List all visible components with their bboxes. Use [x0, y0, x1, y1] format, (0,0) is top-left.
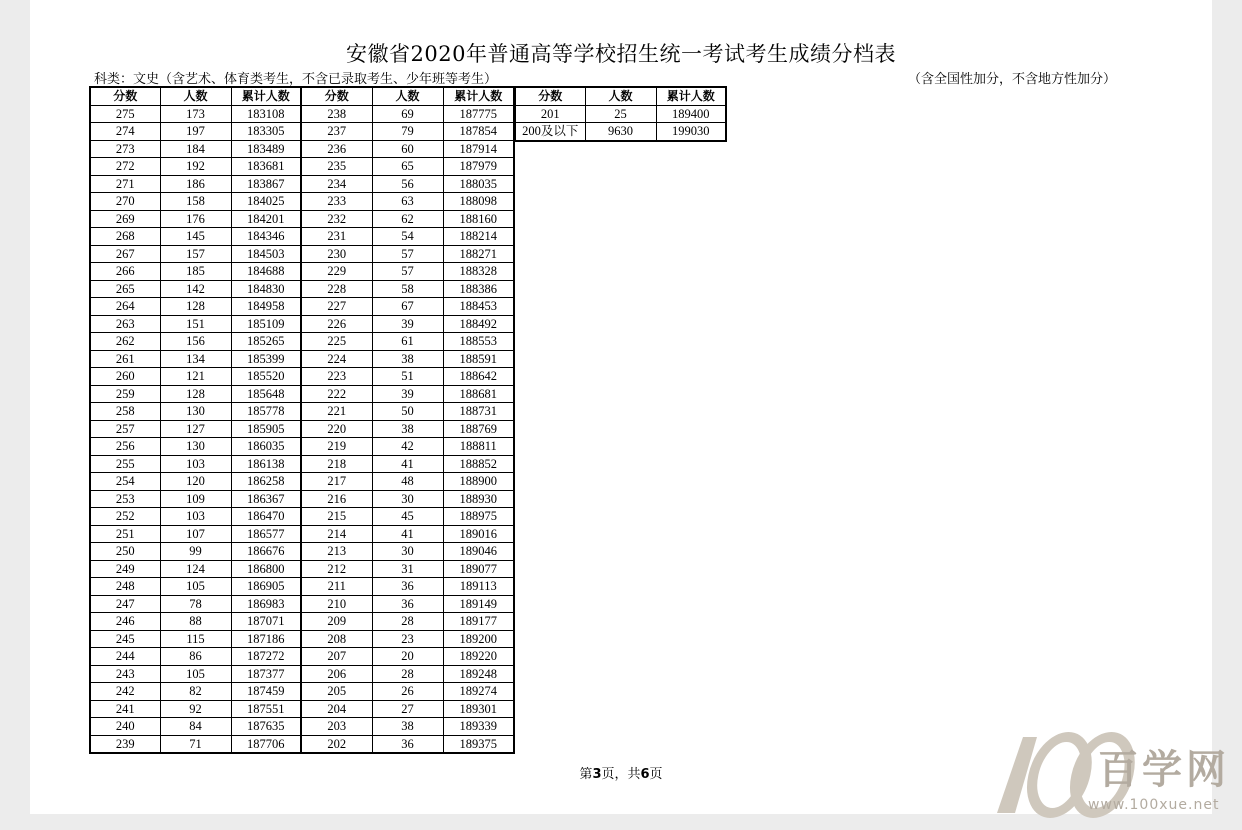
table-row [90, 350, 514, 368]
table-row [90, 735, 514, 753]
cell-count: 99 [160, 543, 231, 561]
cell-cumulative: 187071 [231, 613, 301, 631]
cell-cumulative: 188492 [443, 315, 514, 333]
cell-score: 239 [90, 735, 160, 753]
cell-count: 26 [372, 683, 443, 701]
cell-cumulative: 184025 [231, 193, 301, 211]
header-count: 人数 [585, 87, 656, 105]
cell-count: 45 [372, 508, 443, 526]
cell-score: 205 [301, 683, 372, 701]
cell-count: 38 [372, 420, 443, 438]
cell-score: 223 [301, 368, 372, 386]
cell-count: 38 [372, 718, 443, 736]
cell-score: 213 [301, 543, 372, 561]
cell-score: 272 [90, 158, 160, 176]
cell-score: 271 [90, 175, 160, 193]
cell-score: 209 [301, 613, 372, 631]
cell-score: 203 [301, 718, 372, 736]
cell-count: 130 [160, 438, 231, 456]
table-row [90, 578, 514, 596]
cell-score: 248 [90, 578, 160, 596]
cell-score: 245 [90, 630, 160, 648]
cell-cumulative: 185265 [231, 333, 301, 351]
cell-score: 201 [515, 105, 585, 123]
cell-cumulative: 184503 [231, 245, 301, 263]
cell-cumulative: 187706 [231, 735, 301, 753]
cell-score: 242 [90, 683, 160, 701]
cell-cumulative: 199030 [656, 123, 726, 141]
cell-cumulative: 185520 [231, 368, 301, 386]
cell-cumulative: 187377 [231, 665, 301, 683]
cell-count: 62 [372, 210, 443, 228]
header-count: 人数 [160, 87, 231, 105]
table-row [90, 420, 514, 438]
cell-score: 246 [90, 613, 160, 631]
cell-count: 42 [372, 438, 443, 456]
cell-count: 105 [160, 665, 231, 683]
cell-cumulative: 187914 [443, 140, 514, 158]
cell-count: 9630 [585, 123, 656, 141]
cell-cumulative: 189177 [443, 613, 514, 631]
cell-cumulative: 186577 [231, 525, 301, 543]
cell-count: 41 [372, 525, 443, 543]
table-row [90, 175, 514, 193]
cell-count: 60 [372, 140, 443, 158]
cell-score: 222 [301, 385, 372, 403]
cell-count: 145 [160, 228, 231, 246]
cell-cumulative: 187775 [443, 105, 514, 123]
cell-count: 38 [372, 350, 443, 368]
cell-count: 192 [160, 158, 231, 176]
cell-score: 228 [301, 280, 372, 298]
cell-score: 254 [90, 473, 160, 491]
score-table-tail [514, 86, 727, 142]
cell-cumulative: 186367 [231, 490, 301, 508]
cell-cumulative: 188553 [443, 333, 514, 351]
cell-score: 243 [90, 665, 160, 683]
total-pages: 6 [640, 767, 650, 782]
cell-count: 69 [372, 105, 443, 123]
cell-score: 206 [301, 665, 372, 683]
cell-cumulative: 188591 [443, 350, 514, 368]
cell-score: 214 [301, 525, 372, 543]
cell-count: 23 [372, 630, 443, 648]
cell-count: 151 [160, 315, 231, 333]
cell-count: 124 [160, 560, 231, 578]
cell-score: 238 [301, 105, 372, 123]
cell-score: 241 [90, 700, 160, 718]
cell-score: 219 [301, 438, 372, 456]
cell-score: 234 [301, 175, 372, 193]
cell-count: 27 [372, 700, 443, 718]
cell-cumulative: 184830 [231, 280, 301, 298]
cell-score: 274 [90, 123, 160, 141]
table-row [90, 210, 514, 228]
table-row [90, 683, 514, 701]
table-row [90, 508, 514, 526]
table-row [90, 665, 514, 683]
cell-score: 218 [301, 455, 372, 473]
cell-count: 51 [372, 368, 443, 386]
table-row [90, 105, 514, 123]
cell-count: 158 [160, 193, 231, 211]
cell-count: 36 [372, 578, 443, 596]
cell-count: 48 [372, 473, 443, 491]
cell-cumulative: 183867 [231, 175, 301, 193]
cell-cumulative: 183681 [231, 158, 301, 176]
page-title: 安徽省2020年普通高等学校招生统一考试考生成绩分档表 [346, 42, 896, 66]
cell-score: 217 [301, 473, 372, 491]
cell-cumulative: 188975 [443, 508, 514, 526]
cell-cumulative: 188160 [443, 210, 514, 228]
table-row [515, 105, 726, 123]
cell-cumulative: 188900 [443, 473, 514, 491]
cell-count: 142 [160, 280, 231, 298]
cell-cumulative: 189016 [443, 525, 514, 543]
cell-score: 244 [90, 648, 160, 666]
table-row [90, 263, 514, 281]
cell-score: 225 [301, 333, 372, 351]
table-row [90, 368, 514, 386]
table-row [90, 718, 514, 736]
cell-cumulative: 186676 [231, 543, 301, 561]
table-header-row [515, 87, 726, 105]
cell-count: 176 [160, 210, 231, 228]
cell-cumulative: 186258 [231, 473, 301, 491]
watermark-text: 百学网 [1098, 747, 1230, 793]
cell-score: 215 [301, 508, 372, 526]
cell-count: 157 [160, 245, 231, 263]
cell-count: 78 [160, 595, 231, 613]
cell-count: 56 [372, 175, 443, 193]
table-row [90, 193, 514, 211]
cell-score: 250 [90, 543, 160, 561]
cell-cumulative: 189220 [443, 648, 514, 666]
header-score: 分数 [515, 87, 585, 105]
table-row [90, 543, 514, 561]
cell-count: 128 [160, 385, 231, 403]
cell-count: 121 [160, 368, 231, 386]
cell-count: 107 [160, 525, 231, 543]
header-score: 分数 [90, 87, 160, 105]
header-count: 人数 [372, 87, 443, 105]
cell-cumulative: 187551 [231, 700, 301, 718]
table-row [90, 595, 514, 613]
cell-count: 67 [372, 298, 443, 316]
table-row [90, 158, 514, 176]
cell-score: 260 [90, 368, 160, 386]
table-row [90, 648, 514, 666]
cell-cumulative: 188731 [443, 403, 514, 421]
table-row [90, 140, 514, 158]
table-row [90, 560, 514, 578]
cell-score: 233 [301, 193, 372, 211]
cell-score: 232 [301, 210, 372, 228]
cell-score: 252 [90, 508, 160, 526]
cell-count: 71 [160, 735, 231, 753]
cell-score: 235 [301, 158, 372, 176]
table-row [90, 613, 514, 631]
cell-score: 240 [90, 718, 160, 736]
cell-cumulative: 185778 [231, 403, 301, 421]
cell-count: 197 [160, 123, 231, 141]
watermark-url: www.100xue.net [1088, 797, 1220, 813]
cell-cumulative: 185905 [231, 420, 301, 438]
cell-score: 269 [90, 210, 160, 228]
cell-score: 253 [90, 490, 160, 508]
table-row [90, 385, 514, 403]
cell-score: 261 [90, 350, 160, 368]
cell-cumulative: 188681 [443, 385, 514, 403]
cell-count: 105 [160, 578, 231, 596]
cell-count: 88 [160, 613, 231, 631]
score-table-main [89, 86, 515, 754]
cell-cumulative: 188098 [443, 193, 514, 211]
table-row [90, 438, 514, 456]
cell-count: 61 [372, 333, 443, 351]
cell-cumulative: 187979 [443, 158, 514, 176]
table-row [90, 700, 514, 718]
cell-score: 202 [301, 735, 372, 753]
cell-score: 207 [301, 648, 372, 666]
cell-cumulative: 187186 [231, 630, 301, 648]
cell-score: 227 [301, 298, 372, 316]
cell-count: 28 [372, 665, 443, 683]
cell-count: 120 [160, 473, 231, 491]
cell-count: 20 [372, 648, 443, 666]
cell-count: 184 [160, 140, 231, 158]
cell-score: 273 [90, 140, 160, 158]
header-cumulative: 累计人数 [443, 87, 514, 105]
cell-count: 103 [160, 455, 231, 473]
cell-score: 270 [90, 193, 160, 211]
cell-cumulative: 189248 [443, 665, 514, 683]
cell-score: 200及以下 [515, 123, 585, 141]
cell-cumulative: 184346 [231, 228, 301, 246]
cell-cumulative: 186470 [231, 508, 301, 526]
cell-cumulative: 189077 [443, 560, 514, 578]
cell-cumulative: 185648 [231, 385, 301, 403]
cell-count: 115 [160, 630, 231, 648]
table-row [515, 123, 726, 141]
cell-count: 128 [160, 298, 231, 316]
cell-cumulative: 188811 [443, 438, 514, 456]
footer-prefix: 第 [579, 767, 593, 782]
cell-count: 25 [585, 105, 656, 123]
cell-score: 267 [90, 245, 160, 263]
cell-score: 236 [301, 140, 372, 158]
cell-score: 247 [90, 595, 160, 613]
cell-count: 30 [372, 543, 443, 561]
cell-count: 30 [372, 490, 443, 508]
table-row [90, 630, 514, 648]
cell-count: 57 [372, 245, 443, 263]
cell-score: 237 [301, 123, 372, 141]
table-row [90, 490, 514, 508]
cell-score: 211 [301, 578, 372, 596]
cell-score: 255 [90, 455, 160, 473]
cell-cumulative: 187459 [231, 683, 301, 701]
cell-score: 204 [301, 700, 372, 718]
cell-count: 173 [160, 105, 231, 123]
cell-cumulative: 183305 [231, 123, 301, 141]
cell-cumulative: 184688 [231, 263, 301, 281]
cell-score: 210 [301, 595, 372, 613]
cell-cumulative: 188035 [443, 175, 514, 193]
cell-score: 221 [301, 403, 372, 421]
cell-count: 185 [160, 263, 231, 281]
cell-cumulative: 183489 [231, 140, 301, 158]
cell-count: 156 [160, 333, 231, 351]
cell-count: 86 [160, 648, 231, 666]
cell-cumulative: 189301 [443, 700, 514, 718]
cell-count: 79 [372, 123, 443, 141]
cell-cumulative: 186035 [231, 438, 301, 456]
cell-count: 31 [372, 560, 443, 578]
cell-score: 264 [90, 298, 160, 316]
cell-count: 134 [160, 350, 231, 368]
cell-score: 266 [90, 263, 160, 281]
category-note: 科类：文史（含艺术、体育类考生，不含已录取考生、少年班等考生） [94, 72, 498, 87]
table-row [90, 280, 514, 298]
cell-score: 258 [90, 403, 160, 421]
table-row [90, 245, 514, 263]
cell-cumulative: 188271 [443, 245, 514, 263]
cell-count: 127 [160, 420, 231, 438]
cell-cumulative: 188214 [443, 228, 514, 246]
cell-count: 36 [372, 595, 443, 613]
header-cumulative: 累计人数 [231, 87, 301, 105]
cell-cumulative: 189274 [443, 683, 514, 701]
table-header-row [90, 87, 514, 105]
cell-cumulative: 189149 [443, 595, 514, 613]
cell-count: 186 [160, 175, 231, 193]
cell-score: 230 [301, 245, 372, 263]
table-row [90, 333, 514, 351]
cell-count: 39 [372, 385, 443, 403]
cell-count: 36 [372, 735, 443, 753]
cell-score: 256 [90, 438, 160, 456]
cell-cumulative: 189046 [443, 543, 514, 561]
footer-mid: 页，共 [601, 767, 641, 782]
cell-cumulative: 185399 [231, 350, 301, 368]
cell-cumulative: 188328 [443, 263, 514, 281]
cell-cumulative: 186983 [231, 595, 301, 613]
footer-suffix: 页 [649, 767, 663, 782]
cell-score: 224 [301, 350, 372, 368]
cell-cumulative: 187854 [443, 123, 514, 141]
table-row [90, 228, 514, 246]
cell-count: 39 [372, 315, 443, 333]
cell-cumulative: 184201 [231, 210, 301, 228]
cell-count: 92 [160, 700, 231, 718]
cell-cumulative: 189339 [443, 718, 514, 736]
cell-count: 41 [372, 455, 443, 473]
cell-count: 58 [372, 280, 443, 298]
cell-score: 220 [301, 420, 372, 438]
cell-cumulative: 184958 [231, 298, 301, 316]
cell-score: 263 [90, 315, 160, 333]
cell-cumulative: 186138 [231, 455, 301, 473]
cell-count: 82 [160, 683, 231, 701]
table-row [90, 123, 514, 141]
cell-cumulative: 186905 [231, 578, 301, 596]
cell-count: 63 [372, 193, 443, 211]
cell-cumulative: 188930 [443, 490, 514, 508]
current-page-number: 3 [592, 767, 602, 782]
cell-score: 259 [90, 385, 160, 403]
cell-cumulative: 188386 [443, 280, 514, 298]
header-score: 分数 [301, 87, 372, 105]
cell-count: 50 [372, 403, 443, 421]
cell-score: 251 [90, 525, 160, 543]
bonus-note: （含全国性加分，不含地方性加分） [907, 72, 1116, 87]
cell-score: 212 [301, 560, 372, 578]
cell-cumulative: 189200 [443, 630, 514, 648]
cell-cumulative: 188453 [443, 298, 514, 316]
table-row [90, 473, 514, 491]
cell-cumulative: 183108 [231, 105, 301, 123]
cell-cumulative: 188769 [443, 420, 514, 438]
cell-count: 57 [372, 263, 443, 281]
cell-score: 265 [90, 280, 160, 298]
cell-score: 229 [301, 263, 372, 281]
cell-cumulative: 187635 [231, 718, 301, 736]
cell-score: 216 [301, 490, 372, 508]
cell-cumulative: 186800 [231, 560, 301, 578]
cell-cumulative: 188852 [443, 455, 514, 473]
table-row [90, 298, 514, 316]
header-cumulative: 累计人数 [656, 87, 726, 105]
cell-score: 262 [90, 333, 160, 351]
cell-score: 226 [301, 315, 372, 333]
cell-cumulative: 185109 [231, 315, 301, 333]
cell-cumulative: 189113 [443, 578, 514, 596]
cell-score: 249 [90, 560, 160, 578]
cell-count: 54 [372, 228, 443, 246]
cell-score: 231 [301, 228, 372, 246]
cell-count: 130 [160, 403, 231, 421]
cell-score: 275 [90, 105, 160, 123]
cell-score: 208 [301, 630, 372, 648]
cell-count: 28 [372, 613, 443, 631]
table-row [90, 455, 514, 473]
cell-cumulative: 187272 [231, 648, 301, 666]
table-row [90, 525, 514, 543]
cell-cumulative: 189375 [443, 735, 514, 753]
cell-count: 109 [160, 490, 231, 508]
table-row [90, 403, 514, 421]
cell-count: 65 [372, 158, 443, 176]
cell-count: 103 [160, 508, 231, 526]
table-row [90, 315, 514, 333]
cell-score: 257 [90, 420, 160, 438]
cell-count: 84 [160, 718, 231, 736]
cell-cumulative: 189400 [656, 105, 726, 123]
cell-cumulative: 188642 [443, 368, 514, 386]
cell-score: 268 [90, 228, 160, 246]
